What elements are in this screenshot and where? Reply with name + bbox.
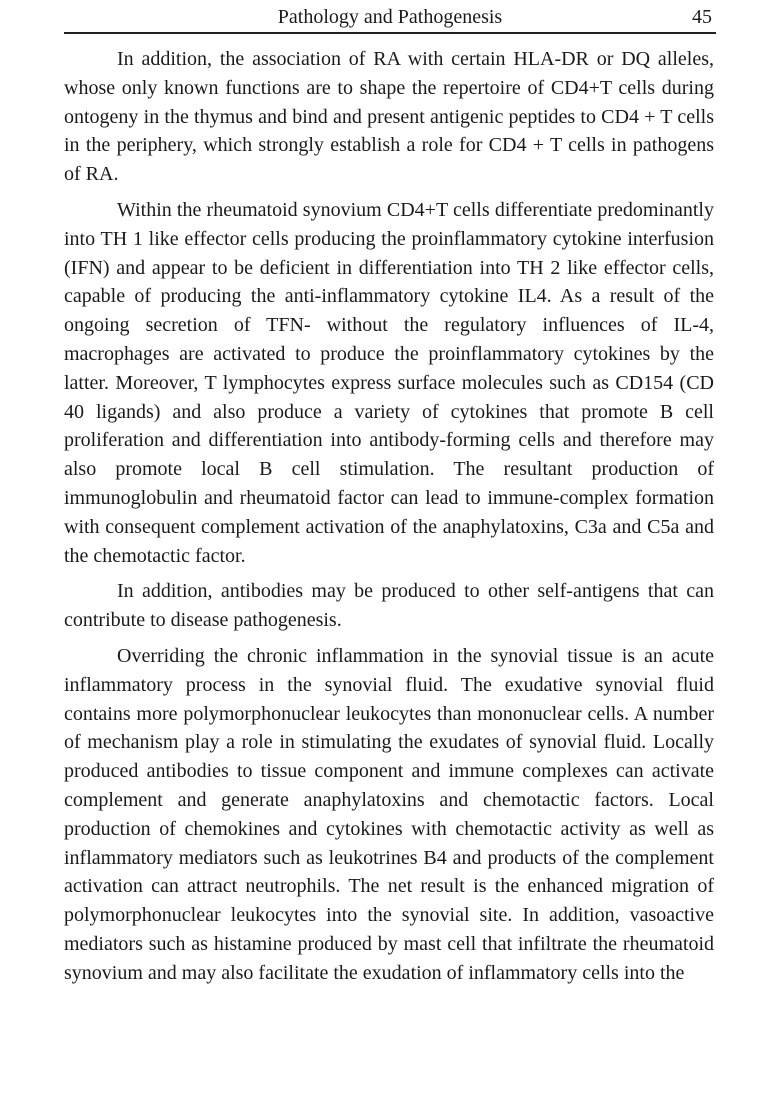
paragraph-hla-association: In addition, the association of RA with certain HLA-DR or DQ alleles, whose only known functions are to shape the repertoire of CD4+T cells during ontogeny in the thymus and bind and present antigenic peptides to CD4 + T cells in the periphery, which strongly establish a role for CD4 + T cells in pathogens of RA.: [64, 48, 714, 186]
paragraph-self-antigens: In addition, antibodies may be produced to other self-antigens that can contribute to disease pathogenesis.: [64, 580, 714, 632]
paragraph-acute-inflammation: Overriding the chronic inflammation in the synovial tissue is an acute inflammatory process in the synovial fluid. The exudative synovial fluid contains more polymorphonuclear leukocytes than mononuclear cells. A number of mechanism play a role in stimulating the exudates of synovial fluid. Locally produced antibodies to tissue component and immune complexes can activate complement and generate anaphylatoxins and chemotactic factors. Local production of chemokines and cytokines with chemotactic activity as well as inflammatory mediators such as leukotrines B4 and products of the complement activation can attract neutrophils. The net result is the enhanced migration of polymorphonuclear leukocytes into the synovial site. In addition, vasoactive mediators such as histamine produced by mast cell that infiltrate the rheumatoid synovium and may also facilitate the exudation of inflammatory cells into the: [64, 644, 714, 984]
page-body: [64, 45, 714, 995]
header-divider: [64, 32, 716, 34]
running-header: [64, 0, 716, 32]
running-header-title: Pathology and Pathogenesis: [277, 6, 503, 28]
paragraph-cd4-differentiation: Within the rheumatoid synovium CD4+T cells differentiate predominantly into TH 1 like effector cells producing the proinflammatory cytokine interfusion (IFN) and appear to be deficient in differentiation into TH 2 like effector cells, capable of producing the anti-inflammatory cytokine IL4. As a result of the ongoing secretion of TFN- without the regulatory influences of IL-4, macrophages are activated to produce the proinflammatory cytokines by the latter. Moreover, T lymphocytes express surface molecules such as CD154 (CD 40 ligands) and also produce a variety of cytokines that promote B cell proliferation and differentiation into antibody-forming cells and therefore may also promote local B cell stimulation. The resultant production of immunoglobulin and rheumatoid factor can lead to immune-complex formation with consequent complement activation of the anaphylatoxins, C3a and C5a and the chemotactic factor.: [64, 198, 714, 567]
page-number: 45: [692, 6, 712, 28]
